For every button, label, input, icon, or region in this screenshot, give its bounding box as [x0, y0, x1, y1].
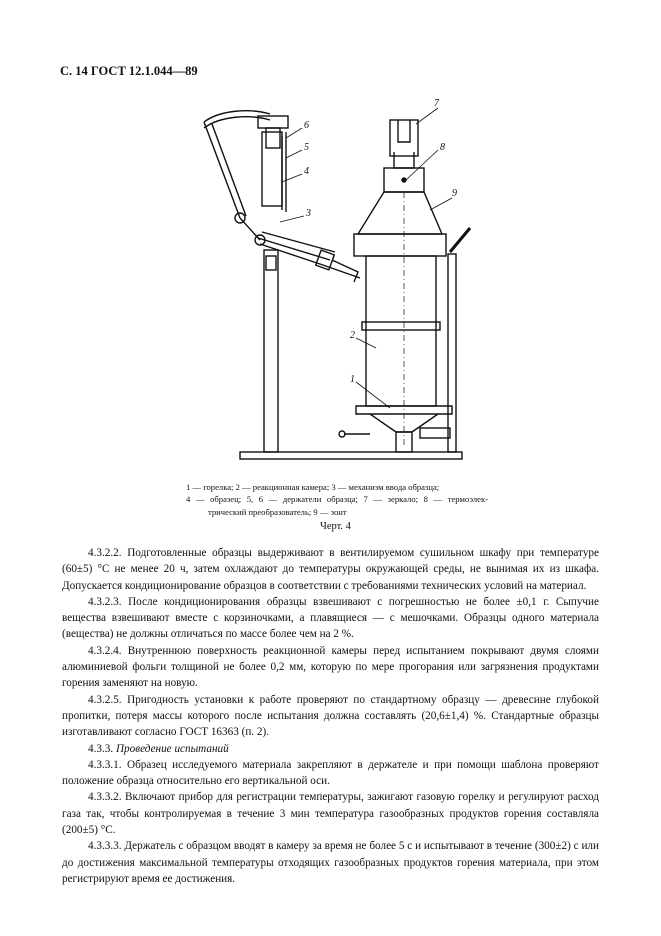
chamber-band: [362, 322, 440, 330]
arm-top-inner: [204, 117, 270, 128]
part-label-2: 2: [350, 330, 355, 341]
arm-left-outer: [204, 122, 240, 218]
body-text: [62, 545, 599, 887]
right-post: [448, 254, 456, 452]
handle: [450, 228, 470, 252]
hood-collar: [354, 234, 446, 256]
paragraph-4-3-2-3: 4.3.2.3. После кондиционирования образцы взвешивают с погрешностью не более ±0,1 г. Сыпучие вещества взвешивают вместе с корзиночками, а плавящиеся — с мешочками. Образцы одного материала (вещества) не должны отличаться по массе более чем на 2 %.: [62, 595, 599, 641]
paragraph-4-3-3-2: 4.3.3.2. Включают прибор для регистрации температуры, зажигают газовую горелку и регулируют расход газа так, чтобы контролируемая в течение 3 мин температура газообразных продуктов горения составляла (200±5) °С.: [62, 791, 599, 837]
section-title: Проведение испытаний: [115, 742, 229, 755]
caption-line-2: 4 — образец; 5, 6 — держатели образца; 7 — зеркало; 8 — термоэлек-: [186, 494, 488, 505]
mirror-inner: [398, 120, 410, 142]
paragraph-4-3-2-4: 4.3.2.4. Внутреннюю поверхность реакционной камеры перед испытанием покрывают двумя слоями алюминиевой фольги толщиной не более 0,2 мм, которую по мере прогорания или загрязнения продуктами горения заменяют на новую.: [62, 644, 599, 690]
section-number: 4.3.3.: [88, 742, 114, 755]
part-label-6: 6: [304, 120, 309, 131]
hood-9: [358, 192, 442, 234]
paragraph-4-3-2-2: 4.3.2.2. Подготовленные образцы выдерживают в вентилируемом сушильном шкафу при температуре (60±5) °С не менее 20 ч, затем охлаждают до температуры окружающей среды, не вынимая их из шкафа. Допускается кондиционирование образцов в соответствии с требованиями технических условий на материал.: [62, 547, 599, 592]
stand-bracket: [266, 256, 276, 270]
leader-5: [286, 150, 302, 158]
leader-1: [356, 382, 390, 408]
figure-label: Черт. 4: [320, 521, 351, 532]
section-heading-4-3-3: [62, 741, 599, 757]
leader-3: [280, 216, 304, 222]
page-header: С. 14 ГОСТ 12.1.044—89: [60, 64, 198, 78]
burner-support: [420, 428, 450, 438]
arm-clamp: [316, 250, 335, 270]
leader-6: [286, 128, 302, 138]
mirror-frame: [390, 120, 418, 156]
part-label-3: 3: [306, 208, 311, 219]
arm-end: [332, 260, 358, 282]
caption-line-1: 1 — горелка; 2 — реакционная камера; 3 — механизм ввода образца;: [186, 482, 440, 492]
arm-left-inner: [212, 124, 246, 216]
leader-9: [430, 198, 452, 210]
paragraph-4-3-3-3: 4.3.3.3. Держатель с образцом вводят в камеру за время не более 5 с и испытывают в течение (300±2) с или до достижения максимальной температуры отходящих газообразных продуктов горения материала, при этом регистрируют время ее достижения.: [62, 840, 599, 885]
part-label-7: 7: [434, 98, 439, 109]
thermocouple-point: [402, 178, 406, 182]
leader-8: [406, 150, 438, 180]
part-label-8: 8: [440, 142, 445, 153]
paragraph-4-3-3-1: 4.3.3.1. Образец исследуемого материала закрепляют в держателе и при помощи шаблона проверяют положение образца относительно его вертикальной оси.: [62, 758, 599, 788]
part-label-1: 1: [350, 374, 355, 385]
apparatus-drawing: [170, 92, 490, 476]
sample-4: [262, 132, 282, 206]
holder-clip: [266, 128, 280, 148]
caption-line-3: трический преобразователь; 9 — зонт: [208, 506, 347, 517]
apparatus-svg: [170, 92, 490, 476]
leader-7: [416, 108, 438, 124]
leader-4: [282, 174, 302, 182]
part-label-5: 5: [304, 142, 309, 153]
chamber-2: [366, 256, 436, 406]
part-label-9: 9: [452, 188, 457, 199]
left-stand: [264, 250, 278, 452]
base-plate: [240, 452, 462, 459]
figure-caption: [186, 481, 488, 518]
paragraph-4-3-2-5: 4.3.2.5. Пригодность установки к работе проверяют по стандартному образцу — древесине глубокой пропитки, потеря массы которого после испытания должна составлять (20,6±1,4) %. Стандартные образцы изготавливают согласно ГОСТ 16363 (п. 2).: [62, 693, 599, 739]
mirror-bracket: [394, 152, 414, 168]
arm-horizontal-c: [260, 244, 360, 278]
part-label-4: 4: [304, 166, 309, 177]
